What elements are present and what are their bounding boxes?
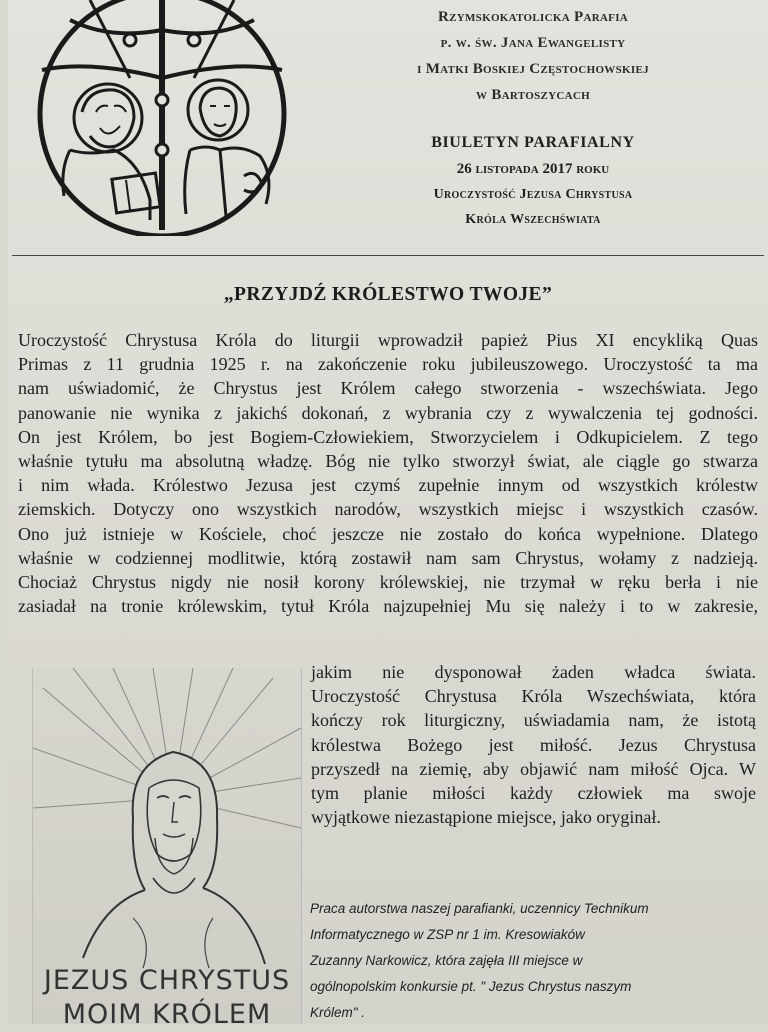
body-line: zasiadał na tronie królewskim, tytuł Króla najzupełniej Mu się należy i to w zakresie, <box>18 596 758 617</box>
body-line: panowanie nie wynika z jakichś dokonań, z wybrania czy z wywalczenia tej godności. <box>18 402 758 423</box>
parish-name-line: Rzymskokatolicka Parafia <box>437 9 629 25</box>
feast-title-line: Króla Wszechświata <box>465 212 601 227</box>
article-headline: „PRZYJDŹ KRÓLESTWO TWOJE” <box>223 284 553 305</box>
body-line: Ono już istnieje w Kościele, choć jeszcze nie zostało do końca wypełnione. Dlatego <box>18 523 758 544</box>
body-line: Chociaż Chrystus nigdy nie nosił korony królewskiej, nie trzymał w ręku berła i nie <box>18 572 758 593</box>
drawing-caption <box>310 896 750 1026</box>
bulletin-page <box>8 0 768 1030</box>
caption-line: Zuzanny Narkowicz, która zajęła III miejsce w <box>310 953 583 968</box>
body-line: jakim nie dysponował żaden władca świata. <box>311 662 756 682</box>
parish-town-line: w Bartoszycach <box>476 87 590 103</box>
stained-glass-logo-icon <box>30 0 298 236</box>
body-line: przyszedł na ziemię, aby objawić nam miłość Ojca. W <box>311 758 756 779</box>
bulletin-title: BIULETYN PARAFIALNY <box>431 134 635 151</box>
bulletin-date: 26 listopada 2017 roku <box>456 161 610 177</box>
caption-line: Praca autorstwa naszej parafianki, uczennicy Technikum <box>310 901 649 916</box>
body-line: Primas z 11 grudnia 1925 r. na zakończenie roku jubileuszowego. Uroczystość ta ma <box>18 354 758 375</box>
caption-line: ogólnopolskim konkursie pt. " Jezus Chrystus naszym <box>310 979 632 994</box>
body-line: królestwa Bożego jest miłość. Jezus Chrystusa <box>311 734 756 755</box>
christ-king-drawing <box>32 668 302 1030</box>
body-line: tym planie miłości każdy człowiek ma swoje <box>311 783 756 804</box>
body-line: kończy rok liturgiczny, uświadamia nam, że istotą <box>311 710 756 731</box>
body-line: On jest Królem, bo jest Bogiem-Człowiekiem, Stworzycielem i Odkupicielem. Z tego <box>18 426 758 447</box>
parish-masthead <box>348 4 718 232</box>
feast-title-line: Uroczystość Jezusa Chrystusa <box>433 187 633 202</box>
body-line: ziemskich. Dotyczy ono wszystkich narodów, wszystkich miejsc i wszystkich czasów. <box>18 499 758 520</box>
inscription-line: MOIM KRÓLEM <box>62 999 272 1030</box>
body-line: nam uświadomić, że Chrystus jest Królem całego stworzenia - wszechświata. Jego <box>18 378 758 399</box>
article-body-full-width <box>18 328 758 618</box>
body-line: właśnie tytułu ma absolutną władzę. Bóg nie tylko stworzył świat, ale ciągle go stwarza <box>18 451 758 472</box>
header-divider <box>12 255 764 256</box>
body-line: i nim włada. Królestwo Jezusa jest czymś zupełnie innym od wszystkich królestw <box>18 475 758 496</box>
parish-patron-line: p. w. św. Jana Ewangelisty <box>440 35 626 51</box>
article-body-right-column <box>311 660 756 829</box>
body-line: Uroczystość Chrystusa Króla do liturgii wprowadził papież Pius XI encykliką Quas <box>18 330 758 350</box>
body-line: właśnie w codziennej modlitwie, którą zostawił nam sam Chrystus, wołamy z nadzieją. <box>18 547 758 568</box>
body-line: Uroczystość Chrystusa Króla Wszechświata, która <box>311 686 756 707</box>
body-line: wyjątkowe niezastąpione miejsce, jako oryginał. <box>311 807 661 828</box>
caption-line: Informatycznego w ZSP nr 1 im. Kresowiaków <box>310 927 585 942</box>
caption-line: Królem" . <box>310 1005 366 1020</box>
drawing-inscription <box>33 964 301 1032</box>
parish-patron-line: i Matki Boskiej Częstochowskiej <box>417 61 649 77</box>
inscription-line: JEZUS CHRYSTUS <box>43 965 291 996</box>
